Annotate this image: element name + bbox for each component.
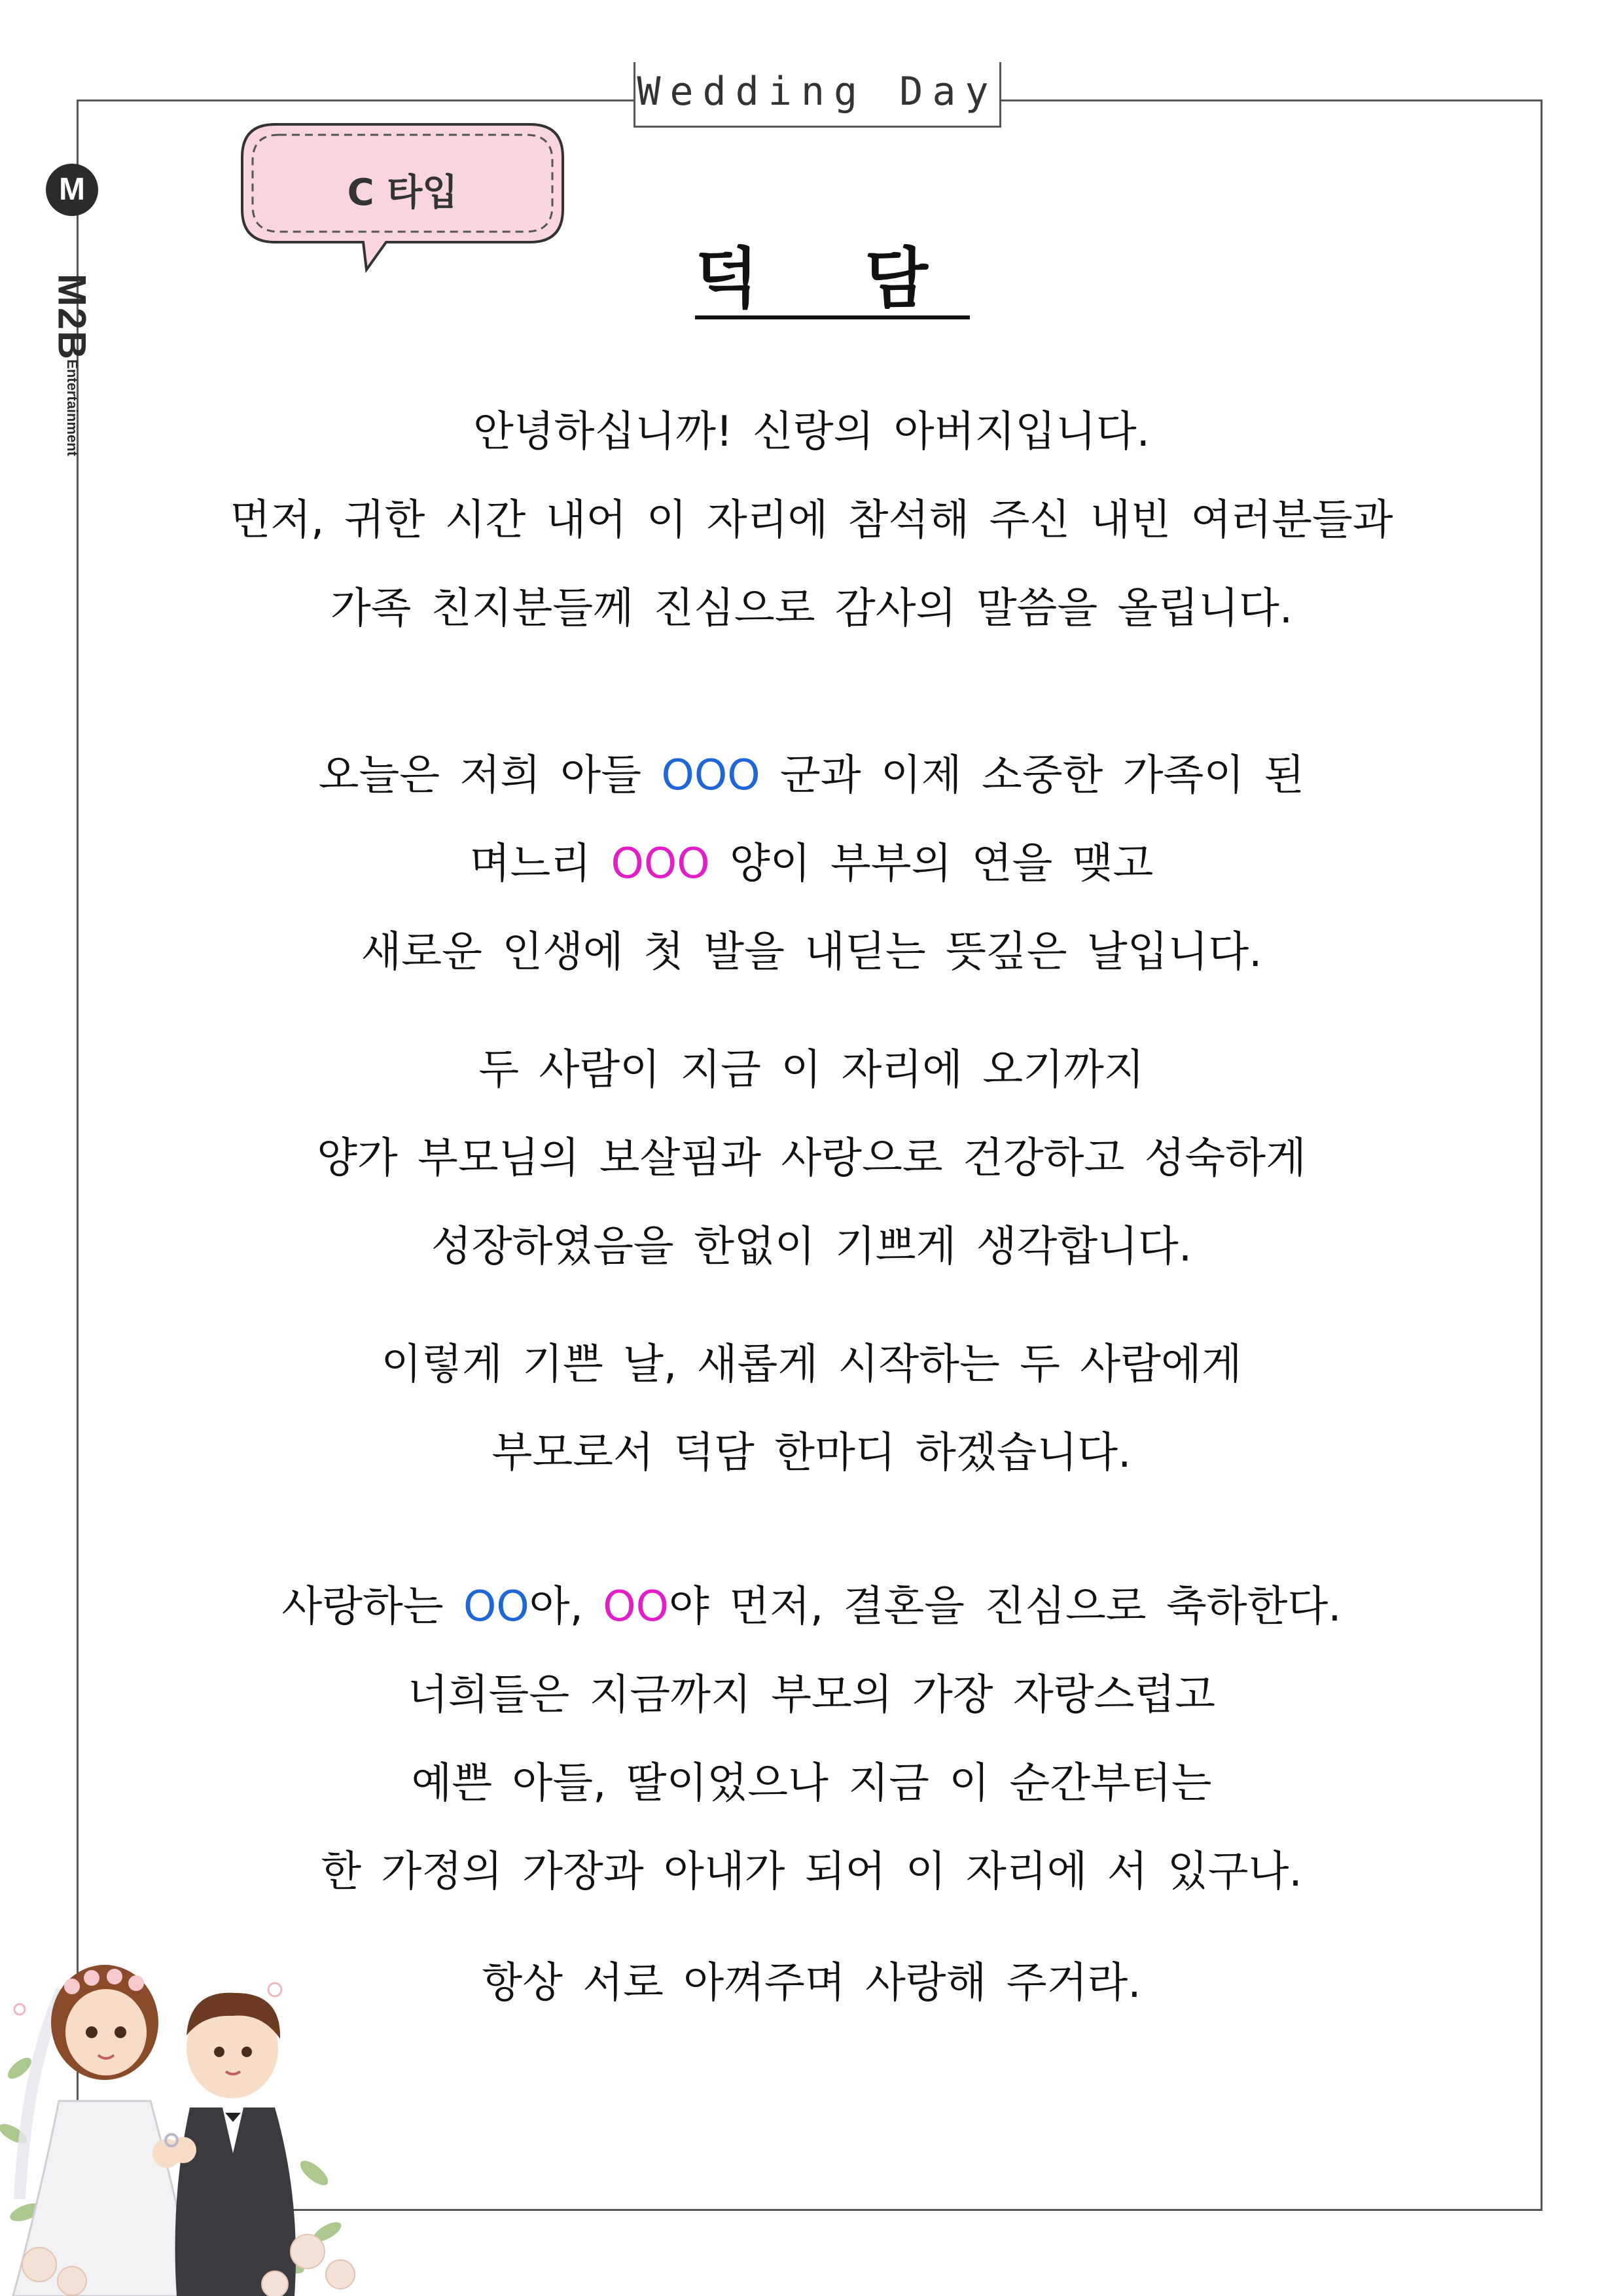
speech-line: 한 가정의 가장과 아내가 되어 이 자리에 서 있구나. [321,1848,1302,1896]
speech-line: 며느리 OOO 양이 부부의 연을 맺고 [469,840,1154,888]
speech-line: 이렇게 기쁜 날, 새롭게 시작하는 두 사람에게 [381,1340,1242,1389]
document-title-text: 덕 담 [694,240,970,317]
speech-line: 오늘은 저희 아들 OOO 군과 이제 소중한 가족이 된 [318,751,1305,800]
speech-line: 성장하였음을 한없이 기쁘게 생각합니다. [431,1223,1192,1271]
groom-name-placeholder: OOO [661,751,760,800]
speech-line: 양가 부모님의 보살핌과 사랑으로 건강하고 성숙하게 [317,1134,1306,1183]
speech-line: 사랑하는 OO아, OO야 먼저, 결혼을 진심으로 축하한다. [281,1583,1342,1631]
speech-line: 가족 친지분들께 진심으로 감사의 말씀을 올립니다. [330,584,1293,633]
speech-line: 먼저, 귀한 시간 내어 이 자리에 참석해 주신 내빈 여러분들과 [230,496,1393,545]
bride-name-placeholder: OOO [611,840,710,888]
header-label-text: Wedding Day [637,69,998,115]
groom-name-placeholder: OO [463,1583,529,1631]
speech-line: 항상 서로 아껴주며 사랑해 주거라. [482,1959,1141,2007]
speech-line: 안녕하십니까! 신랑의 아버지입니다. [473,408,1150,456]
type-badge-label: C 타입 [347,171,458,214]
speech-line: 두 사람이 지금 이 자리에 오기까지 [478,1046,1145,1094]
header-label [633,62,1001,128]
logo-mark: M [46,164,98,216]
speech-line: 예쁜 아들, 딸이었으나 지금 이 순간부터는 [411,1759,1212,1808]
speech-line: 부모로서 덕담 한마디 하겠습니다. [491,1429,1132,1477]
speech-line: 너희들은 지금까지 부모의 가장 자랑스럽고 [407,1671,1216,1719]
wedding-couple-illustration [0,1937,366,2296]
speech-line: 새로운 인생에 첫 발을 내딛는 뜻깊은 날입니다. [361,928,1262,977]
document-title [0,226,1623,320]
logo-tagline: Entertainment [64,359,80,456]
bride-name-placeholder: OO [603,1583,669,1631]
logo-brand: M2B [50,274,94,361]
